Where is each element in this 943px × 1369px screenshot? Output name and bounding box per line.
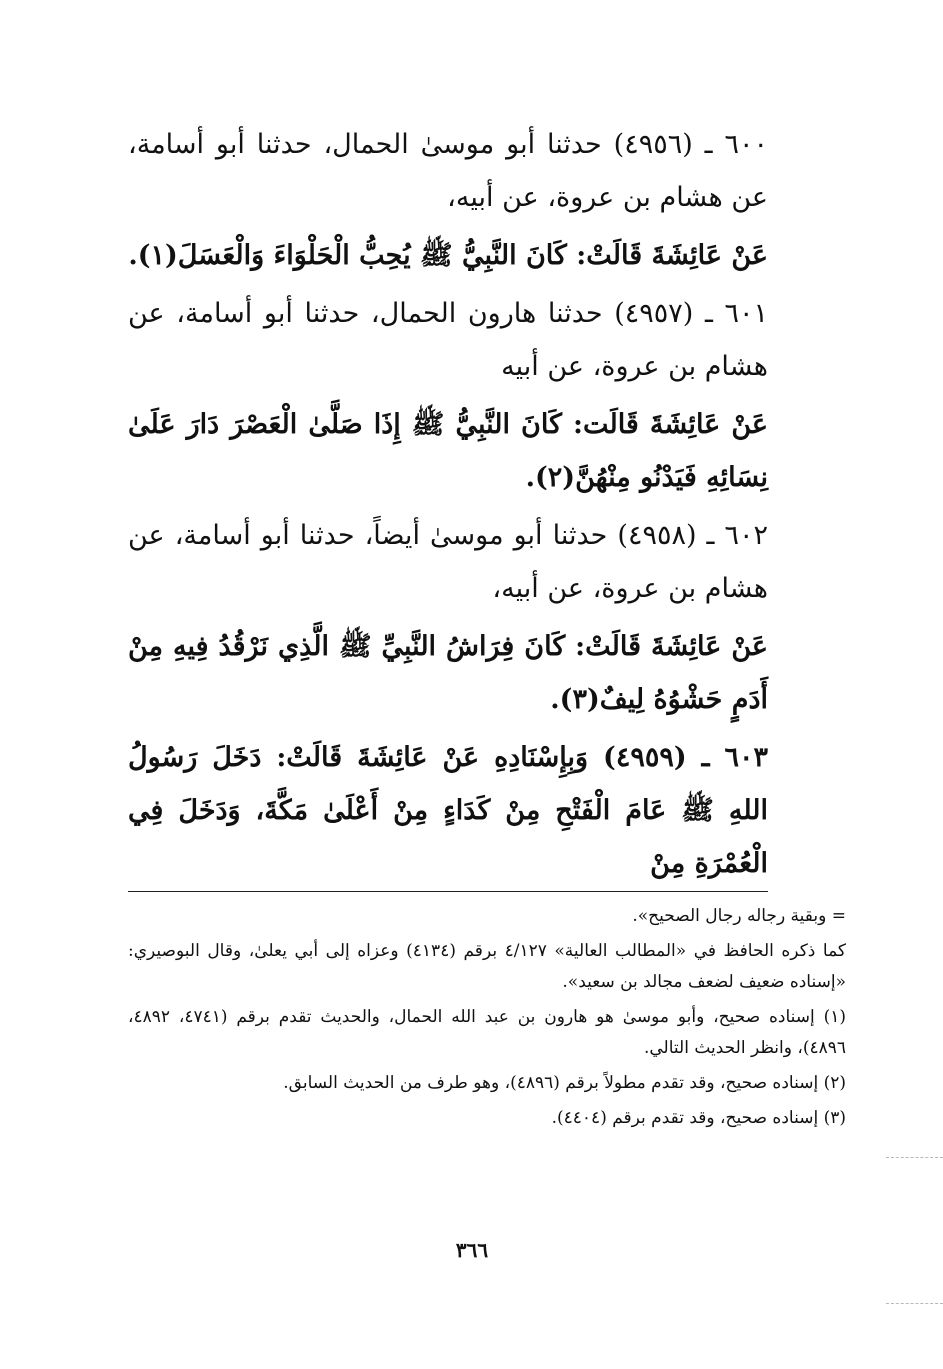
footnote-3: (٣) إسناده صحيح، وقد تقدم برقم (٤٤٠٤). <box>551 1108 846 1128</box>
scan-edge-mark <box>886 1157 943 1158</box>
hadith-602-text: عَنْ عَائِشَةَ قَالَتْ: كَانَ فِرَاشُ النَّبِيِّ ﷺ الَّذِي نَرْقُدُ فِيهِ مِنْ أَدَمٍ حَشْوُهُ لِيفٌ(٣). <box>128 631 768 715</box>
page-number: ٣٦٦ <box>455 1238 489 1262</box>
hadith-603-text: ٦٠٣ ـ (٤٩٥٩) وَبِإِسْنَادِهِ عَنْ عَائِشَةَ قَالَتْ: دَخَلَ رَسُولُ اللهِ ﷺ عَامَ الْفَتْحِ مِنْ كَدَاءٍ مِنْ أَعْلَىٰ مَكَّةَ، وَدَخَلَ فِي الْعُمْرَةِ مِنْ <box>128 742 768 879</box>
hadith-601-text: عَنْ عَائِشَةَ قَالَت: كَانَ النَّبِيُّ ﷺ إِذَا صَلَّىٰ الْعَصْرَ دَارَ عَلَىٰ نِسَائِهِ فَيَدْنُو مِنْهُنَّ(٢). <box>128 409 768 493</box>
hadith-602-isnad: ٦٠٢ ـ (٤٩٥٨) حدثنا أبو موسىٰ أيضاً، حدثنا أبو أسامة، عن هشام بن عروة، عن أبيه، <box>128 520 769 604</box>
hadith-600-isnad: ٦٠٠ ـ (٤٩٥٦) حدثنا أبو موسىٰ الحمال، حدثنا أبو أسامة، عن هشام بن عروة، عن أبيه، <box>128 129 768 213</box>
footnote-continuation-2: كما ذكره الحافظ في «المطالب العالية» ٤/١٢٧ برقم (٤١٣٤) وعزاه إلى أبي يعلىٰ، وقال البوصيري: «إسناده ضعيف لضعف مجالد بن سعيد». <box>128 941 846 992</box>
scan-edge-mark <box>886 1303 943 1304</box>
footnote-continuation: = وبقية رجاله رجال الصحيح». <box>632 906 846 926</box>
footnotes <box>128 901 846 1138</box>
hadith-601-isnad: ٦٠١ ـ (٤٩٥٧) حدثنا هارون الحمال، حدثنا أبو أسامة، عن هشام بن عروة، عن أبيه <box>128 298 768 382</box>
main-text <box>128 118 768 895</box>
footnote-1: (١) إسناده صحيح، وأبو موسىٰ هو هارون بن عبد الله الحمال، والحديث تقدم برقم (٤٧٤١، ٤٨٩٢، ٤٨٩٦)، وانظر الحديث التالي. <box>128 1007 846 1058</box>
footnote-divider <box>128 891 768 892</box>
hadith-600-text: عَنْ عَائِشَةَ قَالَتْ: كَانَ النَّبِيُّ ﷺ يُحِبُّ الْحَلْوَاءَ وَالْعَسَلَ(١). <box>128 240 768 271</box>
footnote-2: (٢) إسناده صحيح، وقد تقدم مطولاً برقم (٤٨٩٦)، وهو طرف من الحديث السابق. <box>283 1073 846 1093</box>
